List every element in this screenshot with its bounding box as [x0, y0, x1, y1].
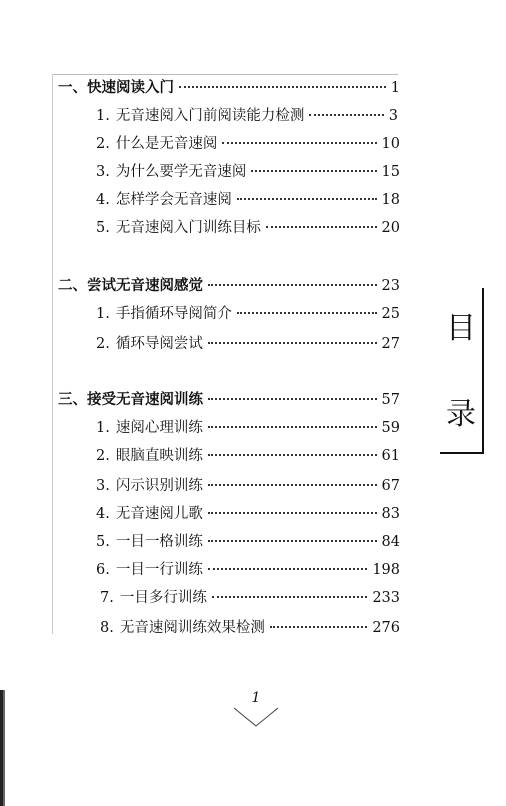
- toc-section-2[interactable]: [58, 276, 400, 296]
- entry-title: 手指循环导阅简介: [115, 306, 232, 322]
- page-number: 18: [381, 192, 400, 208]
- entry-number: 1.: [96, 420, 110, 436]
- dot-leader: [208, 342, 377, 344]
- page-footer: [232, 690, 280, 730]
- entry-number: 5.: [96, 220, 110, 236]
- dot-leader: [208, 540, 377, 542]
- dot-leader: [208, 398, 377, 400]
- entry-number: 7.: [100, 590, 114, 606]
- toc-entry[interactable]: [96, 106, 398, 126]
- entry-title: 闪示识别训练: [115, 478, 203, 494]
- entry-number: 2.: [96, 448, 110, 464]
- entry-title: 速阅心理训练: [115, 420, 203, 436]
- dot-leader: [179, 86, 386, 88]
- entry-title: 无音速阅入门前阅读能力检测: [115, 108, 305, 124]
- toc-entry[interactable]: [96, 134, 400, 154]
- entry-title: 循环导阅尝试: [115, 336, 203, 352]
- dot-leader: [208, 284, 377, 286]
- side-label-char: 录: [446, 397, 476, 432]
- entry-number: 4.: [96, 192, 110, 208]
- page-number: 233: [372, 590, 400, 606]
- entry-number: 2.: [96, 136, 110, 152]
- entry-title: 无音速阅入门训练目标: [115, 220, 261, 236]
- page-number: 67: [381, 478, 400, 494]
- entry-number: 2.: [96, 336, 110, 352]
- page-number: 15: [381, 164, 400, 180]
- page-number: 3: [388, 108, 398, 124]
- page-number: 23: [381, 278, 400, 294]
- toc-entry[interactable]: [96, 476, 400, 496]
- section-title: 二、尝试无音速阅感觉: [58, 278, 203, 294]
- dot-leader: [251, 170, 376, 172]
- entry-number: 4.: [96, 506, 110, 522]
- dot-leader: [309, 114, 383, 116]
- entry-title: 一目一格训练: [115, 534, 203, 550]
- dot-leader: [270, 626, 367, 628]
- toc-entry[interactable]: [96, 218, 400, 238]
- page-number: 10: [381, 136, 400, 152]
- toc-entry[interactable]: [96, 334, 400, 354]
- dot-leader: [208, 426, 377, 428]
- page-number: 20: [381, 220, 400, 236]
- dot-leader: [208, 484, 377, 486]
- page-number: 57: [381, 392, 400, 408]
- entry-title: 无音速阅训练效果检测: [119, 620, 265, 636]
- entry-title: 怎样学会无音速阅: [115, 192, 232, 208]
- entry-number: 5.: [96, 534, 110, 550]
- toc-entry[interactable]: [96, 190, 400, 210]
- page-number: 25: [381, 306, 400, 322]
- entry-number: 8.: [100, 620, 114, 636]
- toc-entry[interactable]: [100, 588, 400, 608]
- dot-leader: [237, 312, 377, 314]
- toc-entry[interactable]: [96, 504, 400, 524]
- toc-section-3[interactable]: [58, 390, 400, 410]
- page-number: 276: [372, 620, 400, 636]
- entry-number: 1.: [96, 108, 110, 124]
- page-number: 83: [381, 506, 400, 522]
- dot-leader: [222, 142, 376, 144]
- dot-leader: [266, 226, 377, 228]
- folio-number: 1: [251, 690, 261, 706]
- toc-entry[interactable]: [100, 618, 400, 638]
- entry-title: 一目多行训练: [119, 590, 207, 606]
- chevron-ornament-icon: [232, 698, 280, 730]
- toc-entry[interactable]: [96, 532, 400, 552]
- toc-entry[interactable]: [96, 418, 400, 438]
- entry-title: 眼脑直映训练: [115, 448, 203, 464]
- entry-number: 3.: [96, 478, 110, 494]
- entry-title: 无音速阅儿歌: [115, 506, 203, 522]
- contents-side-label: [442, 288, 484, 454]
- dot-leader: [208, 568, 367, 570]
- page-number: 198: [372, 562, 400, 578]
- toc-entry[interactable]: [96, 304, 400, 324]
- section-title: 三、接受无音速阅训练: [58, 392, 203, 408]
- page-number: 61: [381, 448, 400, 464]
- side-label-char: 目: [446, 311, 476, 346]
- toc-section-1[interactable]: [58, 78, 400, 98]
- section-title: 一、快速阅读入门: [58, 80, 174, 96]
- entry-number: 6.: [96, 562, 110, 578]
- page-number: 59: [381, 420, 400, 436]
- dot-leader: [208, 512, 377, 514]
- dot-leader: [237, 198, 377, 200]
- page-number: 1: [390, 80, 400, 96]
- entry-title: 为什么要学无音速阅: [115, 164, 247, 180]
- toc-entry[interactable]: [96, 446, 400, 466]
- toc-entry[interactable]: [96, 560, 400, 580]
- toc-entry[interactable]: [96, 162, 400, 182]
- dot-leader: [208, 454, 377, 456]
- entry-number: 1.: [96, 306, 110, 322]
- dot-leader: [212, 596, 367, 598]
- side-label-rule: [440, 452, 484, 454]
- entry-number: 3.: [96, 164, 110, 180]
- entry-title: 什么是无音速阅: [115, 136, 218, 152]
- entry-title: 一目一行训练: [115, 562, 203, 578]
- page-number: 84: [381, 534, 400, 550]
- page-number: 27: [381, 336, 400, 352]
